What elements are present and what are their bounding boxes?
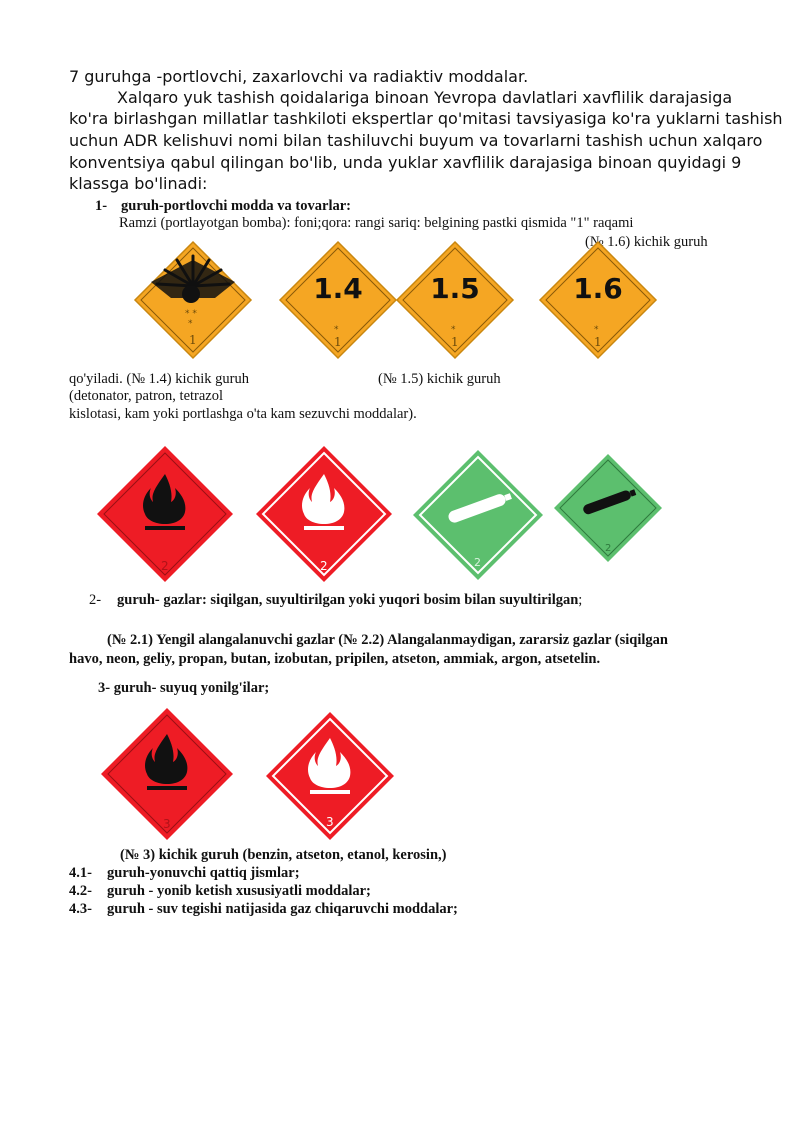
svg-text:*: * xyxy=(451,325,456,335)
intro-paragraph-line: uchun ADR kelishuvi nomi bilan tashiluvchi buyum va tovarlarni tashish uchun xalqaro xyxy=(69,131,763,150)
explosive-1-6-sign xyxy=(538,240,658,360)
group4-item-number: 4.3- xyxy=(69,901,92,917)
flammable-liquid-black-sign xyxy=(99,706,235,842)
group1-subgroup-1-6: (№ 1.6) kichik guruh xyxy=(585,234,708,250)
group3-heading: 3- guruh- suyuq yonilg'ilar; xyxy=(98,680,270,696)
group1-symbol-description: Ramzi (portlayotgan bomba): foni;qora: rangi sariq: belgining pastki qismida "1" raqami xyxy=(119,215,634,231)
sign-class-number: 2 xyxy=(161,559,169,573)
explosive-1-5-sign xyxy=(395,240,515,360)
sign-class-number: 1 xyxy=(451,335,459,349)
intro-line: 7 guruhga -portlovchi, zaxarlovchi va radiaktiv moddalar. xyxy=(69,67,529,86)
intro-paragraph-line: klassga bo'linadi: xyxy=(69,174,208,193)
group4-item-text: guruh-yonuvchi qattiq jismlar; xyxy=(107,865,300,881)
division-label: 1.6 xyxy=(573,272,623,305)
group2-heading: guruh- gazlar: siqilgan, suyultirilgan yoki yuqori bosim bilan suyultirilgan xyxy=(117,592,579,608)
group4-item-number: 4.1- xyxy=(69,865,92,881)
group4-item-text: guruh - suv tegishi natijasida gaz chiqaruvchi moddalar; xyxy=(107,901,458,917)
intro-paragraph-line: konventsiya qabul qilingan bo'lib, unda yuklar xavflilik darajasiga binoan quyidagi 9 xyxy=(69,153,742,172)
group4-item-text: guruh - yonib ketish xususiyatli moddalar; xyxy=(107,883,371,899)
sign-class-number: 1 xyxy=(189,333,197,347)
group1-caption: kislotasi, kam yoki portlashga o'ta kam sezuvchi moddalar). xyxy=(69,406,417,422)
svg-text:*: * xyxy=(188,319,193,329)
group1-caption: (№ 1.5) kichik guruh xyxy=(378,371,501,387)
sign-class-number: 1 xyxy=(594,335,602,349)
sign-class-number: 2 xyxy=(605,543,612,554)
sign-class-number: 2 xyxy=(474,556,481,569)
group2-subgroups: (№ 2.1) Yengil alangalanuvchi gazlar (№ 2.2) Alangalanmaydigan, zararsiz gazlar (siqilgan xyxy=(107,632,668,648)
flammable-gas-white-sign xyxy=(254,444,394,584)
flammable-gas-black-sign xyxy=(95,444,235,584)
group2-heading-end: ; xyxy=(578,592,583,608)
group1-heading: guruh-portlovchi modda va tovarlar: xyxy=(121,198,351,214)
division-label: 1.4 xyxy=(313,272,363,305)
flammable-liquid-white-sign xyxy=(264,710,396,842)
group2-subgroups: havo, neon, geliy, propan, butan, izobutan, pripilen, atseton, ammiak, argon, atsetelin. xyxy=(69,651,601,667)
svg-text:*: * xyxy=(334,325,339,335)
group1-caption: (detonator, patron, tetrazol xyxy=(69,388,224,404)
group1-caption: qo'yiladi. (№ 1.4) kichik guruh xyxy=(69,371,249,387)
intro-paragraph-line: Xalqaro yuk tashish qoidalariga binoan Yevropa davlatlari xavflilik darajasiga xyxy=(117,88,733,107)
non-flammable-gas-white-sign xyxy=(411,448,545,582)
sign-class-number: 1 xyxy=(334,335,342,349)
group2-number: 2- xyxy=(89,592,102,608)
group4-item-number: 4.2- xyxy=(69,883,92,899)
sign-class-number: 2 xyxy=(320,559,328,573)
group3-subgroup: (№ 3) kichik guruh (benzin, atseton, etanol, kerosin,) xyxy=(120,847,447,863)
explosive-1-4-sign xyxy=(278,240,398,360)
svg-text:*: * xyxy=(594,325,599,335)
sign-class-number: 3 xyxy=(163,817,171,831)
svg-text:* *: * * xyxy=(185,309,197,319)
explosive-bomb-sign xyxy=(133,240,253,360)
division-label: 1.5 xyxy=(430,272,480,305)
sign-class-number: 3 xyxy=(326,815,334,829)
non-flammable-gas-black-sign xyxy=(552,452,664,564)
group2-heading-line xyxy=(117,591,582,609)
group1-number: 1- xyxy=(95,198,108,214)
intro-paragraph-line: ko'ra birlashgan millatlar tashkiloti ekspertlar qo'mitasi tavsiyasiga ko'ra yuklarni tashish xyxy=(69,109,783,128)
